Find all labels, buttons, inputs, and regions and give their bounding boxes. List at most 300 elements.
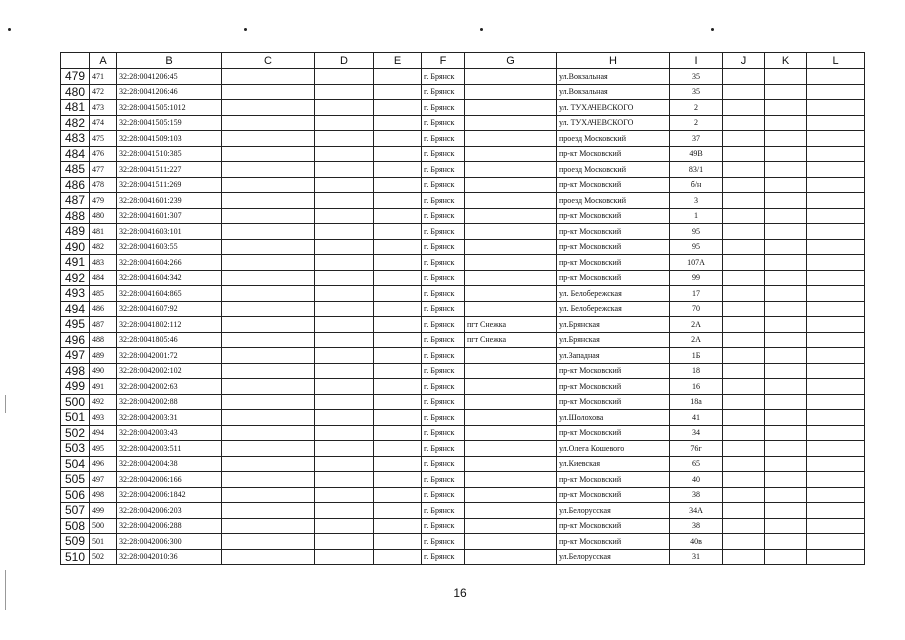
table-cell-col-b[interactable]: 32:28:0041505:1012 xyxy=(117,100,222,116)
table-cell-col-a[interactable]: 492 xyxy=(90,394,117,410)
table-cell-col-f[interactable]: г. Брянск xyxy=(422,115,465,131)
table-cell-col-j[interactable] xyxy=(723,394,765,410)
table-cell-col-k[interactable] xyxy=(765,317,807,333)
table-cell-col-b[interactable]: 32:28:0042010:36 xyxy=(117,549,222,565)
table-cell-col-k[interactable] xyxy=(765,549,807,565)
table-cell-col-b[interactable]: 32:28:0041511:269 xyxy=(117,177,222,193)
table-cell-col-i[interactable]: 2А xyxy=(670,332,723,348)
table-cell-col-d[interactable] xyxy=(315,115,374,131)
table-cell-col-i[interactable]: 2 xyxy=(670,115,723,131)
table-cell-col-j[interactable] xyxy=(723,162,765,178)
table-cell-col-h[interactable]: ул.Вокзальная xyxy=(557,84,670,100)
table-cell-col-c[interactable] xyxy=(222,549,315,565)
table-cell-col-b[interactable]: 32:28:0042006:288 xyxy=(117,518,222,534)
table-cell-col-a[interactable]: 490 xyxy=(90,363,117,379)
table-cell-col-a[interactable]: 497 xyxy=(90,472,117,488)
table-cell-col-j[interactable] xyxy=(723,301,765,317)
table-cell-col-k[interactable] xyxy=(765,332,807,348)
row-number-cell[interactable]: 503 xyxy=(61,441,90,457)
table-cell-col-b[interactable]: 32:28:0042002:63 xyxy=(117,379,222,395)
table-cell-col-b[interactable]: 32:28:0041206:45 xyxy=(117,69,222,85)
table-cell-col-k[interactable] xyxy=(765,193,807,209)
table-cell-col-d[interactable] xyxy=(315,100,374,116)
table-cell-col-f[interactable]: г. Брянск xyxy=(422,224,465,240)
table-cell-col-e[interactable] xyxy=(374,208,422,224)
table-cell-col-l[interactable] xyxy=(807,518,865,534)
table-cell-col-a[interactable]: 499 xyxy=(90,503,117,519)
row-number-cell[interactable]: 507 xyxy=(61,503,90,519)
table-cell-col-k[interactable] xyxy=(765,286,807,302)
table-cell-col-j[interactable] xyxy=(723,208,765,224)
table-cell-col-b[interactable]: 32:28:0041509:103 xyxy=(117,131,222,147)
table-cell-col-g[interactable] xyxy=(465,177,557,193)
column-header-h[interactable]: H xyxy=(557,53,670,69)
column-header-a[interactable]: A xyxy=(90,53,117,69)
row-number-cell[interactable]: 505 xyxy=(61,472,90,488)
table-cell-col-a[interactable]: 495 xyxy=(90,441,117,457)
table-cell-col-g[interactable] xyxy=(465,348,557,364)
table-cell-col-c[interactable] xyxy=(222,317,315,333)
table-cell-col-c[interactable] xyxy=(222,363,315,379)
table-cell-col-d[interactable] xyxy=(315,239,374,255)
row-number-cell[interactable]: 498 xyxy=(61,363,90,379)
table-cell-col-l[interactable] xyxy=(807,425,865,441)
table-cell-col-h[interactable]: ул. Белобережская xyxy=(557,286,670,302)
table-cell-col-j[interactable] xyxy=(723,503,765,519)
table-cell-col-b[interactable]: 32:28:0042006:166 xyxy=(117,472,222,488)
table-cell-col-c[interactable] xyxy=(222,193,315,209)
table-cell-col-l[interactable] xyxy=(807,270,865,286)
table-cell-col-f[interactable]: г. Брянск xyxy=(422,208,465,224)
row-number-cell[interactable]: 480 xyxy=(61,84,90,100)
table-cell-col-k[interactable] xyxy=(765,410,807,426)
table-cell-col-l[interactable] xyxy=(807,239,865,255)
table-cell-col-j[interactable] xyxy=(723,549,765,565)
table-cell-col-e[interactable] xyxy=(374,379,422,395)
table-cell-col-g[interactable] xyxy=(465,534,557,550)
table-cell-col-i[interactable]: 107А xyxy=(670,255,723,271)
table-cell-col-e[interactable] xyxy=(374,131,422,147)
table-cell-col-i[interactable]: 35 xyxy=(670,84,723,100)
table-cell-col-k[interactable] xyxy=(765,255,807,271)
table-cell-col-g[interactable] xyxy=(465,239,557,255)
table-cell-col-i[interactable]: 95 xyxy=(670,239,723,255)
table-cell-col-j[interactable] xyxy=(723,84,765,100)
table-cell-col-d[interactable] xyxy=(315,394,374,410)
table-cell-col-g[interactable] xyxy=(465,84,557,100)
table-cell-col-c[interactable] xyxy=(222,472,315,488)
table-cell-col-b[interactable]: 32:28:0042001:72 xyxy=(117,348,222,364)
table-cell-col-k[interactable] xyxy=(765,239,807,255)
table-cell-col-i[interactable]: 40в xyxy=(670,534,723,550)
table-cell-col-d[interactable] xyxy=(315,131,374,147)
table-cell-col-k[interactable] xyxy=(765,208,807,224)
row-number-cell[interactable]: 500 xyxy=(61,394,90,410)
table-cell-col-c[interactable] xyxy=(222,456,315,472)
table-cell-col-b[interactable]: 32:28:0041601:239 xyxy=(117,193,222,209)
table-cell-col-d[interactable] xyxy=(315,472,374,488)
table-cell-col-k[interactable] xyxy=(765,162,807,178)
row-number-cell[interactable]: 493 xyxy=(61,286,90,302)
table-cell-col-e[interactable] xyxy=(374,503,422,519)
table-cell-col-l[interactable] xyxy=(807,549,865,565)
table-cell-col-i[interactable]: 3 xyxy=(670,193,723,209)
table-cell-col-j[interactable] xyxy=(723,193,765,209)
table-cell-col-h[interactable]: ул.Шолохова xyxy=(557,410,670,426)
table-cell-col-i[interactable]: 76г xyxy=(670,441,723,457)
row-number-cell[interactable]: 481 xyxy=(61,100,90,116)
table-cell-col-h[interactable]: пр-кт Московский xyxy=(557,518,670,534)
table-cell-col-i[interactable]: 1Б xyxy=(670,348,723,364)
table-cell-col-h[interactable]: проезд Московский xyxy=(557,131,670,147)
row-number-cell[interactable]: 485 xyxy=(61,162,90,178)
table-cell-col-l[interactable] xyxy=(807,441,865,457)
row-number-cell[interactable]: 490 xyxy=(61,239,90,255)
table-cell-col-c[interactable] xyxy=(222,131,315,147)
table-cell-col-i[interactable]: 99 xyxy=(670,270,723,286)
table-cell-col-a[interactable]: 502 xyxy=(90,549,117,565)
table-cell-col-l[interactable] xyxy=(807,348,865,364)
table-cell-col-l[interactable] xyxy=(807,379,865,395)
table-cell-col-j[interactable] xyxy=(723,410,765,426)
table-cell-col-d[interactable] xyxy=(315,224,374,240)
table-cell-col-i[interactable]: 31 xyxy=(670,549,723,565)
row-number-cell[interactable]: 486 xyxy=(61,177,90,193)
column-header-g[interactable]: G xyxy=(465,53,557,69)
table-cell-col-i[interactable]: 38 xyxy=(670,518,723,534)
table-cell-col-f[interactable]: г. Брянск xyxy=(422,84,465,100)
table-cell-col-j[interactable] xyxy=(723,348,765,364)
table-cell-col-k[interactable] xyxy=(765,441,807,457)
table-cell-col-c[interactable] xyxy=(222,224,315,240)
row-number-cell[interactable]: 501 xyxy=(61,410,90,426)
table-cell-col-h[interactable]: пр-кт Московский xyxy=(557,255,670,271)
table-cell-col-j[interactable] xyxy=(723,115,765,131)
table-cell-col-f[interactable]: г. Брянск xyxy=(422,301,465,317)
table-cell-col-f[interactable]: г. Брянск xyxy=(422,317,465,333)
table-cell-col-b[interactable]: 32:28:0041510:385 xyxy=(117,146,222,162)
table-cell-col-i[interactable]: 2А xyxy=(670,317,723,333)
row-number-cell[interactable]: 494 xyxy=(61,301,90,317)
table-cell-col-e[interactable] xyxy=(374,332,422,348)
table-cell-col-f[interactable]: г. Брянск xyxy=(422,348,465,364)
row-number-cell[interactable]: 508 xyxy=(61,518,90,534)
table-cell-col-g[interactable] xyxy=(465,224,557,240)
table-cell-col-g[interactable] xyxy=(465,518,557,534)
table-cell-col-j[interactable] xyxy=(723,255,765,271)
table-cell-col-j[interactable] xyxy=(723,239,765,255)
table-cell-col-k[interactable] xyxy=(765,379,807,395)
table-cell-col-l[interactable] xyxy=(807,301,865,317)
table-cell-col-a[interactable]: 488 xyxy=(90,332,117,348)
row-number-cell[interactable]: 489 xyxy=(61,224,90,240)
table-cell-col-j[interactable] xyxy=(723,317,765,333)
table-cell-col-e[interactable] xyxy=(374,394,422,410)
table-cell-col-j[interactable] xyxy=(723,472,765,488)
table-cell-col-b[interactable]: 32:28:0041607:92 xyxy=(117,301,222,317)
table-cell-col-j[interactable] xyxy=(723,456,765,472)
table-cell-col-d[interactable] xyxy=(315,255,374,271)
row-number-cell[interactable]: 497 xyxy=(61,348,90,364)
table-cell-col-c[interactable] xyxy=(222,208,315,224)
table-cell-col-b[interactable]: 32:28:0041604:266 xyxy=(117,255,222,271)
table-cell-col-c[interactable] xyxy=(222,286,315,302)
table-cell-col-d[interactable] xyxy=(315,162,374,178)
table-cell-col-j[interactable] xyxy=(723,425,765,441)
table-cell-col-f[interactable]: г. Брянск xyxy=(422,177,465,193)
table-cell-col-h[interactable]: ул.Киевская xyxy=(557,456,670,472)
row-number-cell[interactable]: 488 xyxy=(61,208,90,224)
table-cell-col-c[interactable] xyxy=(222,503,315,519)
table-cell-col-d[interactable] xyxy=(315,425,374,441)
table-cell-col-h[interactable]: пр-кт Московский xyxy=(557,363,670,379)
table-cell-col-d[interactable] xyxy=(315,286,374,302)
table-cell-col-l[interactable] xyxy=(807,394,865,410)
table-cell-col-j[interactable] xyxy=(723,518,765,534)
table-cell-col-e[interactable] xyxy=(374,472,422,488)
table-cell-col-j[interactable] xyxy=(723,332,765,348)
table-cell-col-k[interactable] xyxy=(765,270,807,286)
table-cell-col-f[interactable]: г. Брянск xyxy=(422,286,465,302)
table-cell-col-i[interactable]: 65 xyxy=(670,456,723,472)
row-number-cell[interactable]: 491 xyxy=(61,255,90,271)
table-cell-col-k[interactable] xyxy=(765,472,807,488)
table-cell-col-h[interactable]: ул.Белорусская xyxy=(557,503,670,519)
table-cell-col-e[interactable] xyxy=(374,146,422,162)
table-cell-col-h[interactable]: пр-кт Московский xyxy=(557,208,670,224)
table-cell-col-b[interactable]: 32:28:0042003:43 xyxy=(117,425,222,441)
table-cell-col-k[interactable] xyxy=(765,224,807,240)
table-cell-col-l[interactable] xyxy=(807,100,865,116)
table-cell-col-h[interactable]: пр-кт Московский xyxy=(557,472,670,488)
table-cell-col-e[interactable] xyxy=(374,549,422,565)
table-cell-col-d[interactable] xyxy=(315,518,374,534)
table-cell-col-i[interactable]: 2 xyxy=(670,100,723,116)
table-cell-col-g[interactable] xyxy=(465,394,557,410)
table-cell-col-l[interactable] xyxy=(807,224,865,240)
table-cell-col-a[interactable]: 480 xyxy=(90,208,117,224)
table-cell-col-j[interactable] xyxy=(723,441,765,457)
table-cell-col-a[interactable]: 473 xyxy=(90,100,117,116)
table-cell-col-d[interactable] xyxy=(315,69,374,85)
table-cell-col-e[interactable] xyxy=(374,363,422,379)
column-header-b[interactable]: B xyxy=(117,53,222,69)
row-number-cell[interactable]: 499 xyxy=(61,379,90,395)
table-cell-col-l[interactable] xyxy=(807,115,865,131)
table-cell-col-c[interactable] xyxy=(222,379,315,395)
table-cell-col-f[interactable]: г. Брянск xyxy=(422,410,465,426)
table-cell-col-a[interactable]: 486 xyxy=(90,301,117,317)
table-cell-col-e[interactable] xyxy=(374,84,422,100)
table-cell-col-l[interactable] xyxy=(807,193,865,209)
table-cell-col-g[interactable] xyxy=(465,69,557,85)
table-cell-col-d[interactable] xyxy=(315,363,374,379)
table-cell-col-b[interactable]: 32:28:0042003:31 xyxy=(117,410,222,426)
table-cell-col-h[interactable]: ул.Белорусская xyxy=(557,549,670,565)
table-cell-col-h[interactable]: пр-кт Московский xyxy=(557,270,670,286)
table-cell-col-i[interactable]: б/н xyxy=(670,177,723,193)
table-cell-col-j[interactable] xyxy=(723,177,765,193)
table-cell-col-i[interactable]: 37 xyxy=(670,131,723,147)
table-cell-col-c[interactable] xyxy=(222,487,315,503)
table-cell-col-l[interactable] xyxy=(807,162,865,178)
table-cell-col-j[interactable] xyxy=(723,487,765,503)
table-cell-col-b[interactable]: 32:28:0042006:300 xyxy=(117,534,222,550)
table-cell-col-l[interactable] xyxy=(807,69,865,85)
table-cell-col-l[interactable] xyxy=(807,534,865,550)
table-cell-col-j[interactable] xyxy=(723,379,765,395)
table-cell-col-a[interactable]: 483 xyxy=(90,255,117,271)
table-cell-col-d[interactable] xyxy=(315,456,374,472)
table-cell-col-d[interactable] xyxy=(315,549,374,565)
table-cell-col-i[interactable]: 18 xyxy=(670,363,723,379)
table-cell-col-f[interactable]: г. Брянск xyxy=(422,379,465,395)
table-cell-col-j[interactable] xyxy=(723,286,765,302)
table-cell-col-i[interactable]: 70 xyxy=(670,301,723,317)
table-cell-col-l[interactable] xyxy=(807,332,865,348)
table-cell-col-l[interactable] xyxy=(807,208,865,224)
table-cell-col-j[interactable] xyxy=(723,270,765,286)
table-cell-col-f[interactable]: г. Брянск xyxy=(422,239,465,255)
table-cell-col-c[interactable] xyxy=(222,534,315,550)
table-cell-col-k[interactable] xyxy=(765,503,807,519)
table-cell-col-e[interactable] xyxy=(374,286,422,302)
table-cell-col-f[interactable]: г. Брянск xyxy=(422,255,465,271)
table-cell-col-a[interactable]: 493 xyxy=(90,410,117,426)
table-cell-col-f[interactable]: г. Брянск xyxy=(422,162,465,178)
table-cell-col-e[interactable] xyxy=(374,534,422,550)
row-number-cell[interactable]: 506 xyxy=(61,487,90,503)
table-cell-col-f[interactable]: г. Брянск xyxy=(422,487,465,503)
table-cell-col-h[interactable]: пр-кт Московский xyxy=(557,379,670,395)
table-cell-col-f[interactable]: г. Брянск xyxy=(422,131,465,147)
table-cell-col-j[interactable] xyxy=(723,100,765,116)
table-cell-col-k[interactable] xyxy=(765,534,807,550)
table-cell-col-e[interactable] xyxy=(374,100,422,116)
table-cell-col-b[interactable]: 32:28:0042004:38 xyxy=(117,456,222,472)
table-cell-col-c[interactable] xyxy=(222,255,315,271)
table-cell-col-a[interactable]: 478 xyxy=(90,177,117,193)
table-cell-col-a[interactable]: 485 xyxy=(90,286,117,302)
table-cell-col-k[interactable] xyxy=(765,425,807,441)
table-cell-col-i[interactable]: 16 xyxy=(670,379,723,395)
table-cell-col-d[interactable] xyxy=(315,146,374,162)
row-number-cell[interactable]: 495 xyxy=(61,317,90,333)
table-cell-col-a[interactable]: 477 xyxy=(90,162,117,178)
table-cell-col-a[interactable]: 491 xyxy=(90,379,117,395)
row-number-cell[interactable]: 483 xyxy=(61,131,90,147)
table-cell-col-e[interactable] xyxy=(374,255,422,271)
table-cell-col-j[interactable] xyxy=(723,131,765,147)
table-cell-col-h[interactable]: пр-кт Московский xyxy=(557,224,670,240)
table-cell-col-d[interactable] xyxy=(315,301,374,317)
table-cell-col-g[interactable] xyxy=(465,425,557,441)
table-cell-col-d[interactable] xyxy=(315,503,374,519)
table-cell-col-g[interactable] xyxy=(465,410,557,426)
table-cell-col-f[interactable]: г. Брянск xyxy=(422,193,465,209)
table-cell-col-i[interactable]: 83/1 xyxy=(670,162,723,178)
table-cell-col-g[interactable] xyxy=(465,208,557,224)
table-cell-col-g[interactable] xyxy=(465,255,557,271)
table-cell-col-i[interactable]: 18а xyxy=(670,394,723,410)
table-cell-col-a[interactable]: 487 xyxy=(90,317,117,333)
table-cell-col-h[interactable]: пр-кт Московский xyxy=(557,394,670,410)
table-cell-col-e[interactable] xyxy=(374,487,422,503)
row-number-cell[interactable]: 492 xyxy=(61,270,90,286)
table-cell-col-c[interactable] xyxy=(222,348,315,364)
table-cell-col-l[interactable] xyxy=(807,146,865,162)
table-cell-col-g[interactable] xyxy=(465,379,557,395)
column-header-j[interactable]: J xyxy=(723,53,765,69)
table-cell-col-a[interactable]: 501 xyxy=(90,534,117,550)
table-cell-col-k[interactable] xyxy=(765,146,807,162)
table-cell-col-k[interactable] xyxy=(765,115,807,131)
table-cell-col-e[interactable] xyxy=(374,193,422,209)
table-cell-col-g[interactable] xyxy=(465,363,557,379)
table-cell-col-f[interactable]: г. Брянск xyxy=(422,425,465,441)
table-cell-col-e[interactable] xyxy=(374,456,422,472)
table-cell-col-c[interactable] xyxy=(222,115,315,131)
table-cell-col-d[interactable] xyxy=(315,317,374,333)
column-header-d[interactable]: D xyxy=(315,53,374,69)
table-cell-col-h[interactable]: проезд Московский xyxy=(557,162,670,178)
table-cell-col-c[interactable] xyxy=(222,332,315,348)
table-cell-col-e[interactable] xyxy=(374,270,422,286)
table-cell-col-k[interactable] xyxy=(765,456,807,472)
table-cell-col-f[interactable]: г. Брянск xyxy=(422,363,465,379)
table-cell-col-g[interactable] xyxy=(465,100,557,116)
table-cell-col-a[interactable]: 481 xyxy=(90,224,117,240)
table-cell-col-e[interactable] xyxy=(374,162,422,178)
corner-header[interactable] xyxy=(61,53,90,69)
table-cell-col-a[interactable]: 489 xyxy=(90,348,117,364)
table-cell-col-h[interactable]: ул. ТУХАЧЕВСКОГО xyxy=(557,100,670,116)
table-cell-col-k[interactable] xyxy=(765,518,807,534)
table-cell-col-c[interactable] xyxy=(222,270,315,286)
table-cell-col-b[interactable]: 32:28:0042006:1842 xyxy=(117,487,222,503)
table-cell-col-a[interactable]: 484 xyxy=(90,270,117,286)
table-cell-col-h[interactable]: проезд Московский xyxy=(557,193,670,209)
table-cell-col-b[interactable]: 32:28:0041511:227 xyxy=(117,162,222,178)
table-cell-col-g[interactable] xyxy=(465,146,557,162)
table-cell-col-b[interactable]: 32:28:0042002:88 xyxy=(117,394,222,410)
column-header-e[interactable]: E xyxy=(374,53,422,69)
table-cell-col-g[interactable] xyxy=(465,472,557,488)
table-cell-col-b[interactable]: 32:28:0042003:511 xyxy=(117,441,222,457)
table-cell-col-h[interactable]: ул. Белобережская xyxy=(557,301,670,317)
row-number-cell[interactable]: 484 xyxy=(61,146,90,162)
table-cell-col-l[interactable] xyxy=(807,456,865,472)
table-cell-col-d[interactable] xyxy=(315,348,374,364)
table-cell-col-d[interactable] xyxy=(315,379,374,395)
table-cell-col-l[interactable] xyxy=(807,286,865,302)
table-cell-col-b[interactable]: 32:28:0041601:307 xyxy=(117,208,222,224)
table-cell-col-e[interactable] xyxy=(374,317,422,333)
table-cell-col-g[interactable] xyxy=(465,503,557,519)
table-cell-col-e[interactable] xyxy=(374,301,422,317)
table-cell-col-e[interactable] xyxy=(374,224,422,240)
table-cell-col-e[interactable] xyxy=(374,69,422,85)
table-cell-col-c[interactable] xyxy=(222,410,315,426)
table-cell-col-i[interactable]: 40 xyxy=(670,472,723,488)
table-cell-col-i[interactable]: 17 xyxy=(670,286,723,302)
table-cell-col-d[interactable] xyxy=(315,177,374,193)
table-cell-col-k[interactable] xyxy=(765,177,807,193)
table-cell-col-a[interactable]: 472 xyxy=(90,84,117,100)
table-cell-col-f[interactable]: г. Брянск xyxy=(422,270,465,286)
column-header-l[interactable]: L xyxy=(807,53,865,69)
table-cell-col-a[interactable]: 498 xyxy=(90,487,117,503)
